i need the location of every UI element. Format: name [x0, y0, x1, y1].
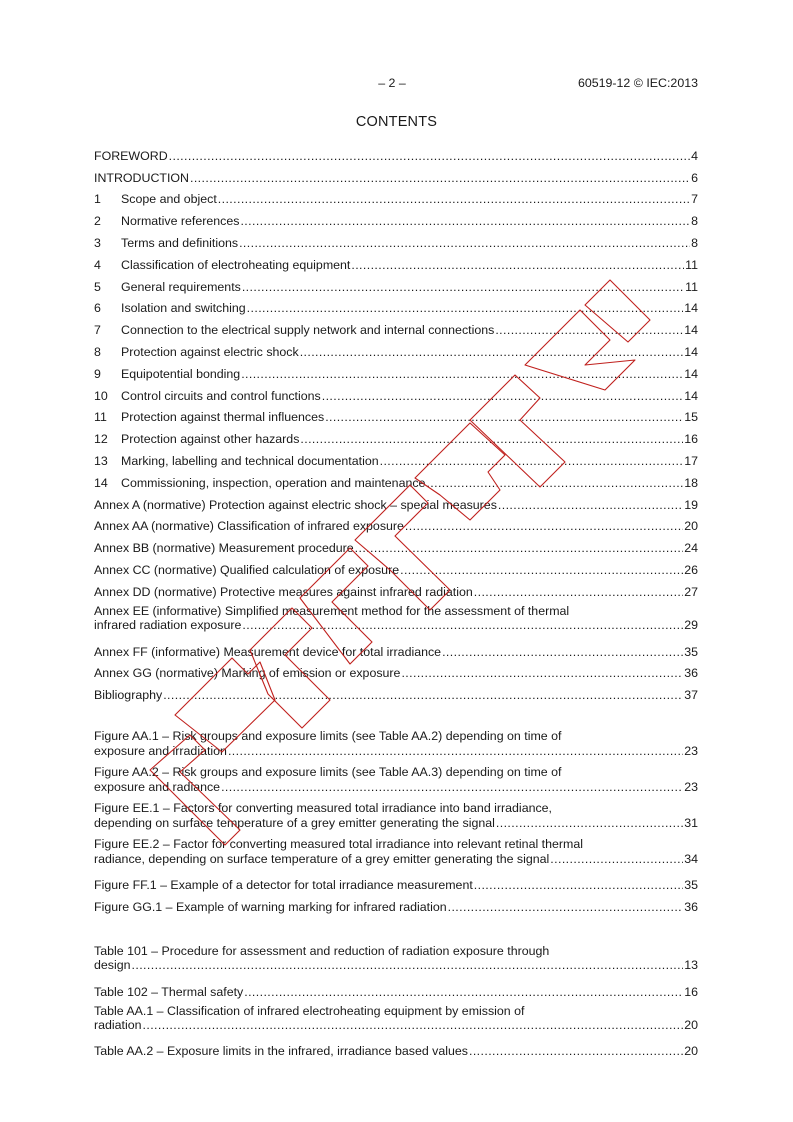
toc-entry[interactable]: [94, 895, 698, 917]
toc-leader-dots: [240, 211, 690, 231]
toc-entry-page: 27: [684, 584, 698, 599]
toc-entry-page: 11: [685, 257, 698, 272]
toc-leader-dots: [426, 473, 683, 493]
toc-leader-dots: [242, 618, 683, 633]
toc-entry-page: 20: [684, 519, 698, 534]
toc-leader-dots: [325, 407, 683, 427]
toc-entry-page: 35: [684, 877, 698, 892]
toc-entry-title-continued: design: [94, 958, 131, 973]
toc-entry-title: Figure AA.1 – Risk groups and exposure limits (see Table AA.2) depending on time of: [94, 729, 562, 744]
toc-leader-dots: [300, 342, 684, 362]
toc-leader-dots: [495, 320, 683, 340]
toc-entry-title: Annex FF (informative) Measurement device for total irradiance: [94, 644, 442, 659]
toc-leader-dots: [496, 816, 683, 831]
toc-entry-title: Annex AA (normative) Classification of infrared exposure: [94, 519, 404, 534]
toc-leader-dots: [242, 277, 684, 297]
toc-entry-page: 34: [684, 851, 698, 866]
toc-entry-page: 14: [684, 301, 698, 316]
toc-leader-dots: [239, 233, 690, 253]
toc-leader-dots: [244, 982, 683, 1002]
toc-leader-dots: [143, 1018, 684, 1033]
toc-leader-dots: [550, 852, 683, 867]
toc-entry-page: 8: [691, 214, 698, 229]
toc-entry-title: FOREWORD: [94, 148, 168, 163]
toc-leader-dots: [351, 255, 684, 275]
toc-entry-page: 7: [691, 192, 698, 207]
toc-entry-number: 6: [94, 301, 101, 316]
contents-title: CONTENTS: [355, 114, 438, 130]
toc-leader-dots: [228, 744, 683, 759]
toc-tables-section: [94, 944, 698, 1062]
toc-entry-page: 23: [684, 743, 698, 758]
toc-entry-title: INTRODUCTION: [94, 170, 189, 185]
toc-entry-title: Commissioning, inspection, operation and maintenance: [121, 475, 426, 490]
toc-entry-title: Table 101 – Procedure for assessment and reduction of radiation exposure through: [94, 943, 550, 958]
toc-entry-number: 2: [94, 214, 101, 229]
toc-leader-dots: [190, 168, 690, 188]
toc-entry[interactable]: [94, 362, 698, 384]
toc-entry-page: 23: [684, 779, 698, 794]
toc-leader-dots: [132, 958, 684, 973]
toc-entry-number: 1: [94, 192, 101, 207]
toc-entry-number: 9: [94, 366, 101, 381]
toc-entry[interactable]: [94, 427, 698, 449]
toc-entry[interactable]: [94, 801, 698, 833]
toc-entry-title: Equipotential bonding: [121, 366, 241, 381]
toc-entry[interactable]: [94, 340, 698, 362]
toc-entry-number: 7: [94, 323, 101, 338]
toc-entry-title: Annex GG (normative) Marking of emission or exposure: [94, 666, 401, 681]
toc-leader-dots: [380, 451, 684, 471]
toc-leader-dots: [163, 685, 683, 705]
toc-entry[interactable]: [94, 188, 698, 210]
toc-entry[interactable]: [94, 640, 698, 662]
toc-leader-dots: [405, 516, 683, 536]
toc-entry[interactable]: [94, 471, 698, 493]
toc-entry[interactable]: [94, 318, 698, 340]
toc-entry[interactable]: [94, 765, 698, 797]
toc-entry-page: 16: [684, 432, 698, 447]
toc-entry-title: Figure EE.2 – Factor for converting measured total irradiance into relevant retinal thermal: [94, 837, 583, 852]
toc-entry[interactable]: [94, 297, 698, 319]
toc-entry-title: Table 102 – Thermal safety: [94, 984, 244, 999]
toc-entry-title: General requirements: [121, 279, 241, 294]
toc-entry[interactable]: [94, 604, 698, 636]
toc-main-section: [94, 144, 698, 705]
toc-leader-dots: [448, 897, 684, 917]
toc-entry-title: Annex CC (normative) Qualified calculation of exposure: [94, 562, 400, 577]
toc-entry-title: Annex A (normative) Protection against electric shock – special measures: [94, 497, 497, 512]
toc-entry[interactable]: [94, 873, 698, 895]
toc-entry-page: 13: [684, 958, 698, 973]
toc-entry-page: 20: [684, 1044, 698, 1059]
toc-leader-dots: [218, 189, 690, 209]
toc-entry-title: Table AA.1 – Classification of infrared electroheating equipment by emission of: [94, 1003, 525, 1018]
toc-entry[interactable]: [94, 144, 698, 166]
toc-leader-dots: [322, 386, 683, 406]
toc-entry-number: 11: [94, 410, 107, 425]
table-of-contents: [94, 144, 698, 1061]
toc-entry[interactable]: [94, 683, 698, 705]
toc-entry[interactable]: [94, 1004, 698, 1036]
toc-entry-title: Annex BB (normative) Measurement procedure: [94, 541, 354, 556]
toc-entry-page: 16: [684, 984, 698, 999]
toc-entry-title: Marking, labelling and technical documentation: [121, 453, 379, 468]
toc-entry-number: 14: [94, 475, 108, 490]
toc-entry-number: 3: [94, 235, 101, 250]
toc-entry[interactable]: [94, 493, 698, 515]
toc-entry-page: 35: [684, 644, 698, 659]
toc-entry-title: Annex EE (informative) Simplified measurement method for the assessment of thermal: [94, 603, 570, 618]
toc-entry-title: Table AA.2 – Exposure limits in the infrared, irradiance based values: [94, 1044, 468, 1059]
toc-entry-page: 26: [684, 562, 698, 577]
toc-entry-title: Connection to the electrical supply network and internal connections: [121, 323, 495, 338]
toc-entry-number: 13: [94, 453, 108, 468]
toc-entry-title: Classification of electroheating equipment: [121, 257, 351, 272]
toc-leader-dots: [400, 560, 683, 580]
toc-entry-page: 19: [684, 497, 698, 512]
toc-entry[interactable]: [94, 580, 698, 602]
toc-entry-page: 15: [684, 410, 698, 425]
toc-leader-dots: [300, 429, 683, 449]
toc-entry-title: Normative references: [121, 214, 240, 229]
toc-leader-dots: [247, 298, 684, 318]
toc-entry[interactable]: [94, 515, 698, 537]
toc-entry-title: Control circuits and control functions: [121, 388, 321, 403]
toc-leader-dots: [169, 146, 690, 166]
toc-leader-dots: [474, 582, 683, 602]
toc-leader-dots: [469, 1041, 683, 1061]
toc-entry-number: 10: [94, 388, 108, 403]
toc-entry-page: 36: [684, 899, 698, 914]
toc-entry-title: Figure AA.2 – Risk groups and exposure limits (see Table AA.3) depending on time of: [94, 765, 562, 780]
toc-entry-title-continued: radiation: [94, 1018, 142, 1033]
toc-entry-page: 37: [684, 688, 698, 703]
toc-entry[interactable]: [94, 536, 698, 558]
toc-entry-page: 14: [684, 323, 698, 338]
toc-entry-page: 31: [684, 815, 698, 830]
toc-entry-page: 4: [691, 148, 698, 163]
toc-figures-section: [94, 729, 698, 917]
toc-entry[interactable]: [94, 662, 698, 684]
toc-leader-dots: [442, 642, 683, 662]
page-number: – 2 –: [378, 76, 406, 90]
toc-entry-title-continued: depending on surface temperature of a grey emitter generating the signal: [94, 815, 495, 830]
toc-leader-dots: [498, 495, 683, 515]
toc-entry-title: Figure GG.1 – Example of warning marking for infrared radiation: [94, 899, 447, 914]
toc-entry[interactable]: [94, 253, 698, 275]
toc-entry-title: Protection against electric shock: [121, 344, 299, 359]
toc-entry-page: 18: [684, 475, 698, 490]
toc-entry-title: Scope and object: [121, 192, 217, 207]
toc-entry[interactable]: [94, 944, 698, 976]
toc-entry-page: 6: [691, 170, 698, 185]
toc-leader-dots: [355, 538, 684, 558]
toc-entry-title-continued: exposure and irradiation: [94, 743, 227, 758]
toc-entry-title: Isolation and switching: [121, 301, 246, 316]
document-id: 60519-12 © IEC:2013: [577, 76, 698, 90]
toc-entry-title: Bibliography: [94, 688, 163, 703]
toc-leader-dots: [474, 875, 683, 895]
toc-entry-number: 5: [94, 279, 101, 294]
toc-leader-dots: [221, 780, 683, 795]
toc-entry[interactable]: [94, 209, 698, 231]
toc-entry[interactable]: [94, 1040, 698, 1062]
toc-entry-number: 8: [94, 344, 101, 359]
toc-leader-dots: [401, 663, 683, 683]
toc-entry-title: Protection against thermal influences: [121, 410, 325, 425]
toc-entry-page: 17: [684, 453, 698, 468]
toc-entry-title: Figure FF.1 – Example of a detector for total irradiance measurement: [94, 877, 473, 892]
toc-entry-page: 11: [685, 279, 698, 294]
toc-entry[interactable]: [94, 384, 698, 406]
toc-entry-page: 36: [684, 666, 698, 681]
toc-entry-title: Protection against other hazards: [121, 432, 300, 447]
toc-entry-title: Annex DD (normative) Protective measures against infrared radiation: [94, 584, 473, 599]
toc-entry-title: Figure EE.1 – Factors for converting measured total irradiance into band irradiance,: [94, 801, 552, 816]
toc-entry-number: 12: [94, 432, 108, 447]
toc-entry[interactable]: [94, 558, 698, 580]
toc-entry-title-continued: radiance, depending on surface temperature of a grey emitter generating the signal: [94, 851, 550, 866]
toc-entry-number: 4: [94, 257, 101, 272]
toc-entry[interactable]: [94, 406, 698, 428]
toc-entry[interactable]: [94, 980, 698, 1002]
toc-entry-title-continued: infrared radiation exposure: [94, 618, 242, 633]
toc-entry-page: 20: [684, 1018, 698, 1033]
toc-entry-page: 24: [684, 541, 698, 556]
toc-entry-page: 14: [684, 366, 698, 381]
toc-entry-title-continued: exposure and radiance: [94, 779, 221, 794]
toc-entry[interactable]: [94, 837, 698, 869]
toc-entry[interactable]: [94, 275, 698, 297]
toc-entry-page: 29: [684, 618, 698, 633]
toc-entry[interactable]: [94, 231, 698, 253]
toc-entry[interactable]: [94, 449, 698, 471]
toc-entry-page: 8: [691, 235, 698, 250]
toc-entry[interactable]: [94, 729, 698, 761]
toc-leader-dots: [241, 364, 683, 384]
toc-entry-page: 14: [684, 388, 698, 403]
toc-entry[interactable]: [94, 166, 698, 188]
toc-entry-page: 14: [684, 344, 698, 359]
toc-entry-title: Terms and definitions: [121, 235, 239, 250]
